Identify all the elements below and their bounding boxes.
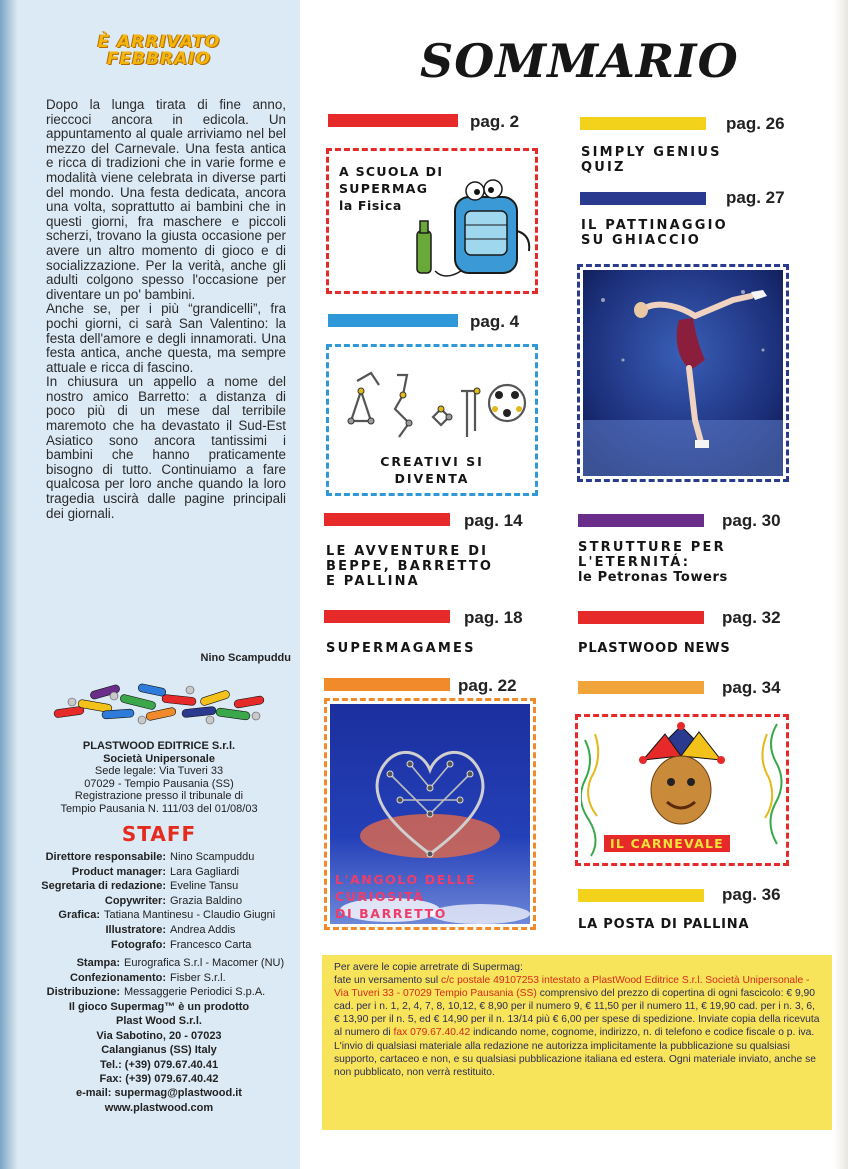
page-number: pag. 14 [464, 511, 523, 530]
section-bar [324, 513, 450, 526]
article-title-petronas[interactable]: STRUTTURE PER L'ETERNITÁ: le Petronas Towers [578, 540, 728, 585]
page-number: pag. 18 [464, 608, 523, 627]
cartoon-illustration [407, 171, 535, 289]
publisher-name: PLASTWOOD EDITRICE S.r.l. [82, 740, 236, 752]
publisher-type: Società Unipersonale [103, 752, 215, 765]
product-line: Il gioco Supermag™ è un prodotto [68, 1001, 250, 1013]
article-title: IL CARNEVALE [604, 835, 730, 852]
notice-body: fate un versamento sul c/c postale 49107253 intestato a PlastWood Editrice S.r.l. Società Unipersonale - Via Tuveri 33 - 07029 Tempio Pausania (SS) comprensivo del prezzo di copertina di ogni fascicolo: € 9,90 cad. per i n. 1, 2, 4, 7, 8, 10,12, € 8,90 per il numero 9, € 11,50 per il numero 11, € 19,90 cad. per i n. 3, 6, € 13,90 per il n. 5, ed € 14,90 per il n. 13/14 più € 6,00 per spese di spedizione. Inviate copia della ricevuta al numero di fax 079.67.40.42 indicando nome, cognome, indirizzo, n. di telefono e codice fiscale o p. iva. L'invio di qualsiasi materiale alla redazione ne autorizza implicitamente la pubblicazione su qualsiasi supporto, cartaceo e non, e su qualsiasi pubblicazione italiana ed estera. Ogni materiale inviato, anche se non pubblicato, non verrà restituito. [334, 975, 820, 1078]
supermag-pieces-image [50, 680, 270, 726]
section-bar [324, 610, 450, 623]
staff-row: Segretaria di redazione: Eveline Tansu [41, 880, 239, 893]
editorial-column [18, 0, 300, 1169]
article-card-pattinaggio[interactable] [577, 264, 789, 482]
staff-row: Stampa: Eurografica S.r.l - Macomer (NU) [76, 957, 285, 970]
staff-row: Grafica: Tatiana Mantinesu - Claudio Giugni [58, 909, 276, 922]
headline [18, 34, 300, 68]
page-number: pag. 36 [722, 885, 781, 904]
staff-row: Copywriter: Grazia Baldino [104, 894, 243, 907]
section-bar [328, 114, 458, 127]
publisher-info [18, 740, 300, 815]
page-number: pag. 4 [470, 312, 520, 331]
article-title-quiz[interactable]: SIMPLY GENIUS QUIZ [581, 145, 722, 175]
staff-row: Illustratore: Andrea Addis [105, 923, 236, 936]
product-info [18, 1000, 300, 1115]
article-title-avventure[interactable]: LE AVVENTURE DI BEPPE, BARRETTO E PALLINA [326, 544, 494, 589]
section-bar [578, 681, 704, 694]
product-address: Via Sabotino, 20 - 07023 [96, 1029, 222, 1042]
back-issues-notice [322, 955, 832, 1130]
article-card-fisica[interactable] [326, 148, 538, 294]
website-link[interactable]: www.plastwood.com [104, 1101, 214, 1114]
staff-row: Confezionamento: Fisber S.r.l. [70, 971, 226, 984]
product-city: Calangianus (SS) Italy [101, 1044, 217, 1057]
publisher-city: 07029 - Tempio Pausania (SS) [84, 777, 234, 790]
editorial-paragraph: Anche se, per i più “grandicelli”, fra pochi giorni, ci sarà San Valentino: la festa dell'amore e degli innamorati. Una festa antica, anche questa, ma sempre attuale e ricca di fascino. [46, 301, 286, 375]
staff-title: STAFF [121, 822, 197, 846]
page-number: pag. 2 [470, 112, 520, 131]
article-title: L'ANGOLO DELLE CURIOSITÀ DI BARRETTO [335, 872, 477, 921]
fax-highlight: fax 079.67.40.42 [393, 1027, 471, 1039]
editorial-paragraph: In chiusura un appello a nome del nostro amico Barretto: a distanza di poco più di un mese dal terribile maremoto che ha devastato il Sud-Est Asiatico sono ancora tantissimi i bambini che hanno praticamente bisogno di tutto. Continuiamo a fare qualcosa per loro anche quando la loro tragedia uscirà dalle pagine principali dei giornali. [46, 374, 286, 521]
publisher-address: Sede legale: Via Tuveri 33 [94, 765, 224, 777]
article-title-news[interactable]: PLASTWOOD NEWS [578, 641, 731, 656]
article-title-supermagames[interactable]: SUPERMAGAMES [326, 641, 476, 656]
staff-row: Distribuzione: Messaggerie Periodici S.p.A. [46, 986, 266, 999]
article-title: CREATIVI SI DIVENTA [380, 454, 484, 486]
article-title-posta[interactable]: LA POSTA DI PALLINA [578, 917, 750, 932]
page-edge-shadow [834, 0, 848, 1169]
section-bar [580, 117, 706, 130]
page-number: pag. 34 [722, 678, 781, 697]
editorial-text [46, 98, 286, 521]
headline-line-2: FEBBRAIO [106, 49, 212, 69]
page-number: pag. 32 [722, 608, 781, 627]
article-title: A SCUOLA DI SUPERMAG la Fisica [339, 164, 444, 213]
staff-list [18, 850, 300, 1000]
magnetic-sculptures-image [337, 361, 529, 447]
article-card-creativi[interactable] [326, 344, 538, 496]
phone-number: Tel.: (+39) 079.67.40.41 [99, 1058, 219, 1071]
postal-account: c/c postale 49107253 intestato a PlastWood Editrice S.r.l. Società Unipersonale - Via Tuveri 33 - 07029 Tempio Pausania (SS) [334, 975, 810, 1000]
page-number: pag. 22 [458, 676, 517, 695]
registration-line-1: Registrazione presso il tribunale di [74, 790, 244, 802]
signature: Nino Scampuddu [200, 652, 291, 664]
section-bar [328, 314, 458, 327]
registration-line-2: Tempio Pausania N. 111/03 del 01/08/03 [60, 802, 258, 815]
page-number: pag. 27 [726, 188, 785, 207]
headline-line-1: È ARRIVATO [97, 32, 221, 52]
staff-row: Fotografo: Francesco Carta [111, 938, 252, 951]
section-bar [578, 514, 704, 527]
article-title-pattinaggio[interactable]: IL PATTINAGGIO SU GHIACCIO [581, 218, 728, 248]
notice-heading: Per avere le copie arretrate di Supermag: [334, 962, 523, 973]
section-bar [324, 678, 450, 691]
article-card-carnevale[interactable] [575, 714, 789, 866]
editorial-paragraph: Dopo la lunga tirata di fine anno, rieccoci ancora in edicola. Un appuntamento al quale arriviamo nel bel mezzo del Carnevale. Una festa antica e ricca di tradizioni che in varie forme e modalità viene celebrata in diverse parti del mondo. Una festa dedicata, ancora una volta, soprattutto ai bambini che in questi giorni, fra maschere e piccoli scherzi, trovano la giusta occasione per avere un altro momento di gioco e di socializzazione. Per la verità, anche gli adulti colgono spesso l'occasione per diventare un po' bambini. [46, 97, 286, 302]
section-bar [578, 611, 704, 624]
product-company: Plast Wood S.r.l. [116, 1015, 202, 1028]
section-bar [578, 889, 704, 902]
page-number: pag. 30 [722, 511, 781, 530]
page-number: pag. 26 [726, 114, 785, 133]
staff-row: Product manager: Lara Gagliardi [71, 865, 240, 878]
fax-number: Fax: (+39) 079.67.40.42 [99, 1073, 219, 1086]
section-bar [580, 192, 706, 205]
article-card-curiosita[interactable] [324, 698, 536, 930]
email-address: e-mail: supermag@plastwood.it [76, 1087, 242, 1100]
page-title: SOMMARIO [420, 34, 739, 88]
page-spine [0, 0, 18, 1169]
figure-skater-image [583, 270, 783, 476]
staff-row: Direttore responsabile: Nino Scampuddu [45, 851, 255, 863]
